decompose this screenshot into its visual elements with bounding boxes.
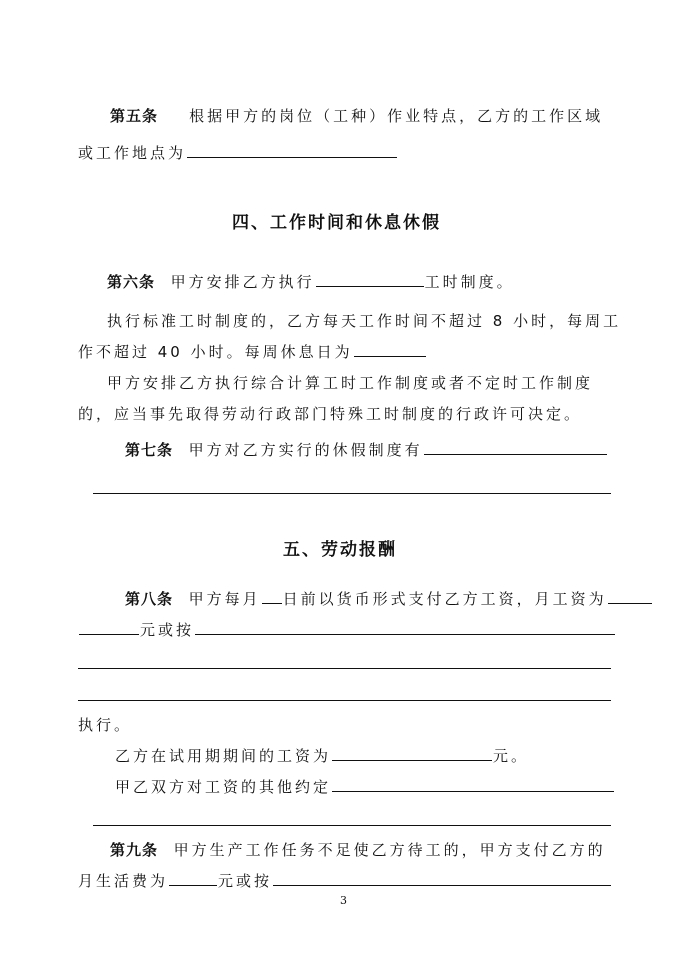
article-5-text-2: 或工作地点为	[78, 144, 187, 162]
article-9-text-3: 元或按	[218, 872, 273, 890]
article-8-yuan-or: 元或按	[140, 621, 195, 639]
trial-wage-text: 乙方在试用期期间的工资为	[115, 747, 332, 765]
article-9-text-2: 月生活费为	[78, 872, 169, 890]
living-allowance-basis-blank[interactable]	[273, 871, 611, 886]
section-5-heading: 五、劳动报酬	[283, 540, 397, 560]
article-8-trial-line	[115, 746, 529, 766]
section-4-heading: 四、工作时间和休息休假	[232, 213, 441, 233]
article-9-line-2	[78, 871, 612, 891]
monthly-wage-blank[interactable]	[608, 589, 652, 604]
article-6-post: 工时制度。	[424, 273, 515, 291]
article-6-line-1	[107, 272, 515, 292]
rest-day-blank[interactable]	[354, 342, 426, 357]
wage-basis-blank-line-2[interactable]	[78, 668, 611, 669]
article-7-text: 甲方对乙方实行的休假制度有	[188, 441, 423, 459]
article-8-mid: 日前以货币形式支付乙方工资，月工资为	[282, 590, 607, 608]
leave-system-blank-line-2[interactable]	[93, 493, 611, 494]
article-7-label: 第七条	[125, 441, 174, 459]
other-wage-text: 甲乙双方对工资的其他约定	[115, 778, 332, 796]
trial-wage-blank[interactable]	[332, 746, 492, 761]
article-8-line-2	[78, 620, 616, 640]
article-8-label: 第八条	[125, 590, 174, 608]
page-number: 3	[340, 894, 347, 907]
article-6-rest-day-text: 作不超过 40 小时。每周休息日为	[78, 343, 353, 361]
article-9-line-1	[110, 840, 606, 860]
article-5-line-2	[78, 143, 398, 163]
other-wage-blank-line-2[interactable]	[93, 825, 611, 826]
trial-wage-unit: 元。	[493, 747, 530, 765]
article-6-para-2-line-1: 执行标准工时制度的，乙方每天工作时间不超过 8 小时，每周工	[107, 312, 622, 330]
work-location-blank[interactable]	[187, 143, 397, 158]
article-8-exec: 执行。	[78, 716, 133, 734]
other-wage-blank[interactable]	[332, 777, 614, 792]
article-6-label: 第六条	[107, 273, 156, 291]
pay-day-blank[interactable]	[262, 589, 282, 604]
article-8-line-1	[125, 589, 653, 609]
article-9-text: 甲方生产工作任务不足使乙方待工的，甲方支付乙方的	[173, 841, 606, 859]
wage-basis-blank-line-3[interactable]	[78, 700, 611, 701]
wage-basis-blank[interactable]	[195, 620, 615, 635]
article-8-other-line	[115, 777, 615, 797]
article-9-label: 第九条	[110, 841, 159, 859]
article-6-para-3-line-2: 的，应当事先取得劳动行政部门特殊工时制度的行政许可决定。	[78, 405, 583, 423]
article-5-text: 根据甲方的岗位（工种）作业特点，乙方的工作区域	[189, 107, 604, 125]
work-hour-system-blank[interactable]	[316, 272, 424, 287]
article-7-line-1	[125, 440, 608, 460]
leave-system-blank[interactable]	[424, 440, 607, 455]
article-6-para-3-line-1: 甲方安排乙方执行综合计算工时工作制度或者不定时工作制度	[107, 374, 594, 392]
article-8-pre: 甲方每月	[188, 590, 261, 608]
article-6-para-2-line-2	[78, 342, 427, 362]
article-5-label: 第五条	[110, 107, 159, 125]
article-5-line-1	[110, 106, 603, 126]
monthly-wage-blank-cont[interactable]	[79, 620, 139, 635]
living-allowance-blank[interactable]	[169, 871, 217, 886]
article-6-pre: 甲方安排乙方执行	[170, 273, 315, 291]
